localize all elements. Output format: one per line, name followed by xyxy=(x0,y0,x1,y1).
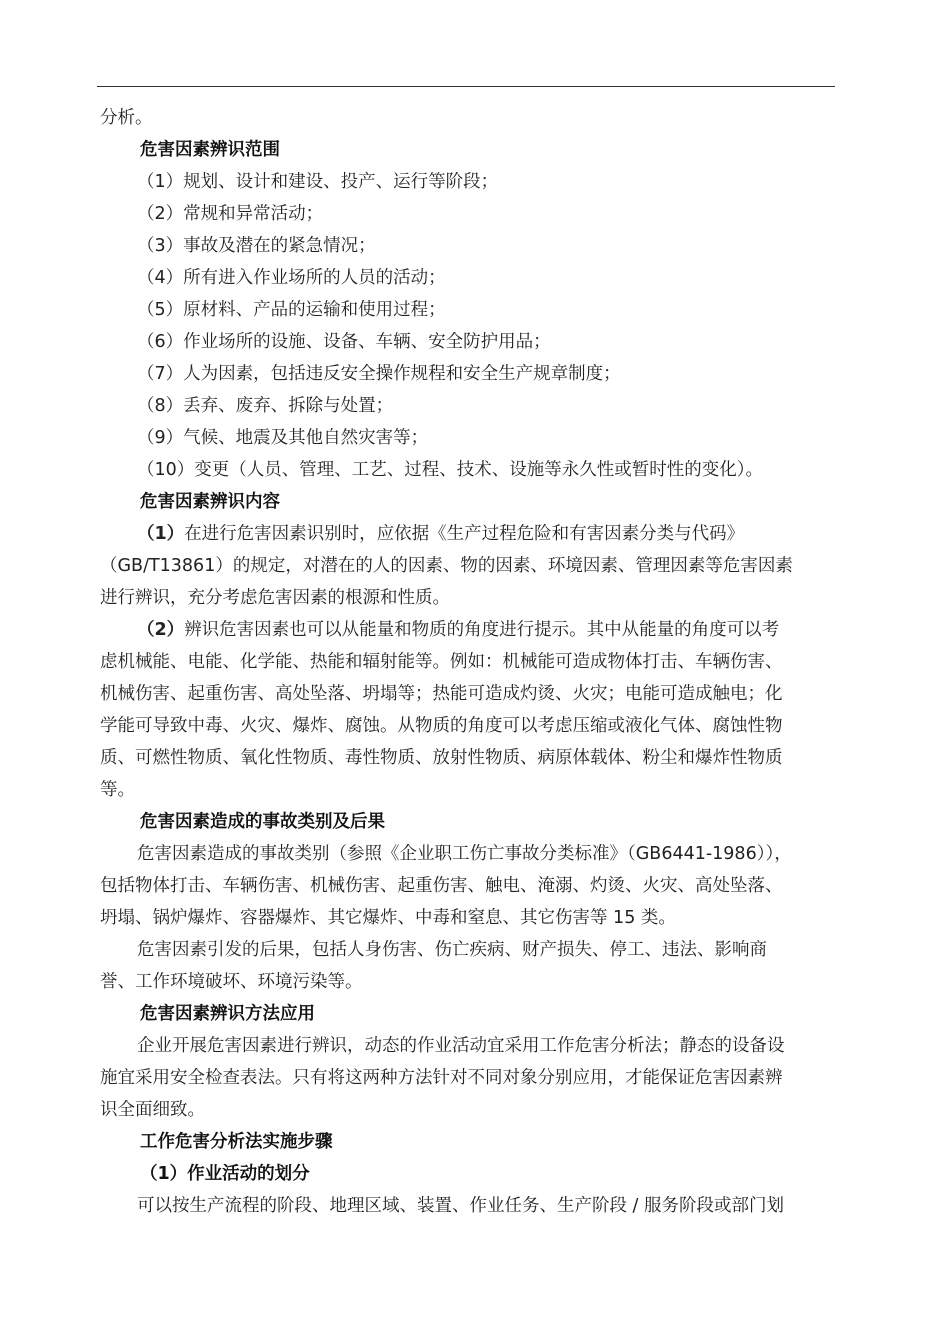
paragraph-text: 在进行危害因素识别时，应依据《生产过程危险和有害因素分类与代码》 xyxy=(184,524,745,544)
lead-text: 分析。 xyxy=(100,108,153,128)
item-number: （1） xyxy=(137,524,185,544)
header-rule xyxy=(97,86,835,87)
section-heading-content: 危害因素辨识内容 xyxy=(140,492,280,512)
scope-list xyxy=(100,166,825,486)
paragraph-line: 企业开展危害因素进行辨识，动态的作业活动宜采用工作危害分析法；静态的设备设 xyxy=(137,1036,785,1056)
section-heading-accidents: 危害因素造成的事故类别及后果 xyxy=(140,812,385,832)
section-heading-steps: 工作危害分析法实施步骤 xyxy=(140,1132,333,1152)
list-item: （8）丢弃、废弃、拆除与处置； xyxy=(137,396,394,416)
paragraph-line: 等。 xyxy=(100,780,135,800)
paragraph-line xyxy=(100,614,825,646)
paragraph-line: 质、可燃性物质、氧化性物质、毒性物质、放射性物质、病原体载体、粉尘和爆炸性物质 xyxy=(100,748,783,768)
list-item: （7）人为因素，包括违反安全操作规程和安全生产规章制度； xyxy=(137,364,621,384)
subsection-heading: （1）作业活动的划分 xyxy=(140,1164,310,1184)
paragraph-text: 辨识危害因素也可以从能量和物质的角度进行提示。其中从能量的角度可以考 xyxy=(184,620,780,640)
paragraph-line: 机械伤害、起重伤害、高处坠落、坍塌等；热能可造成灼烫、火灾；电能可造成触电；化 xyxy=(100,684,783,704)
list-item: （4）所有进入作业场所的人员的活动； xyxy=(137,268,446,288)
list-item: （6）作业场所的设施、设备、车辆、安全防护用品； xyxy=(137,332,551,352)
paragraph-line: 誉、工作环境破坏、环境污染等。 xyxy=(100,972,363,992)
paragraph-line: 虑机械能、电能、化学能、热能和辐射能等。例如：机械能可造成物体打击、车辆伤害、 xyxy=(100,652,783,672)
section-heading-methods: 危害因素辨识方法应用 xyxy=(140,1004,315,1024)
paragraph-line: 识全面细致。 xyxy=(100,1100,205,1120)
list-item: （2）常规和异常活动； xyxy=(137,204,324,224)
item-number: （2） xyxy=(137,620,185,640)
paragraph-line: 进行辨识，充分考虑危害因素的根源和性质。 xyxy=(100,588,450,608)
paragraph-line: 危害因素造成的事故类别（参照《企业职工伤亡事故分类标准》（GB6441-1986））， xyxy=(137,844,792,864)
list-item: （10）变更（人员、管理、工艺、过程、技术、设施等永久性或暂时性的变化）。 xyxy=(137,460,764,480)
document-body xyxy=(100,102,825,1222)
list-item: （9）气候、地震及其他自然灾害等； xyxy=(137,428,429,448)
section-heading-scope: 危害因素辨识范围 xyxy=(140,140,280,160)
paragraph-line: 坍塌、锅炉爆炸、容器爆炸、其它爆炸、中毒和窒息、其它伤害等 15 类。 xyxy=(100,908,676,928)
list-item: （1）规划、设计和建设、投产、运行等阶段； xyxy=(137,172,499,192)
paragraph-line: 危害因素引发的后果，包括人身伤害、伤亡疾病、财产损失、停工、违法、影响商 xyxy=(137,940,767,960)
paragraph-line: 施宜采用安全检查表法。只有将这两种方法针对不同对象分别应用，才能保证危害因素辨 xyxy=(100,1068,783,1088)
paragraph-line: 学能可导致中毒、火灾、爆炸、腐蚀。从物质的角度可以考虑压缩或液化气体、腐蚀性物 xyxy=(100,716,783,736)
list-item: （5）原材料、产品的运输和使用过程； xyxy=(137,300,446,320)
paragraph-line: （GB/T13861）的规定，对潜在的人的因素、物的因素、环境因素、管理因素等危害因素 xyxy=(100,556,793,576)
paragraph-line: 包括物体打击、车辆伤害、机械伤害、起重伤害、触电、淹溺、灼烫、火灾、高处坠落、 xyxy=(100,876,783,896)
paragraph-line: 可以按生产流程的阶段、地理区域、装置、作业任务、生产阶段 / 服务阶段或部门划 xyxy=(137,1196,785,1216)
paragraph-line xyxy=(100,518,825,550)
list-item: （3）事故及潜在的紧急情况； xyxy=(137,236,376,256)
